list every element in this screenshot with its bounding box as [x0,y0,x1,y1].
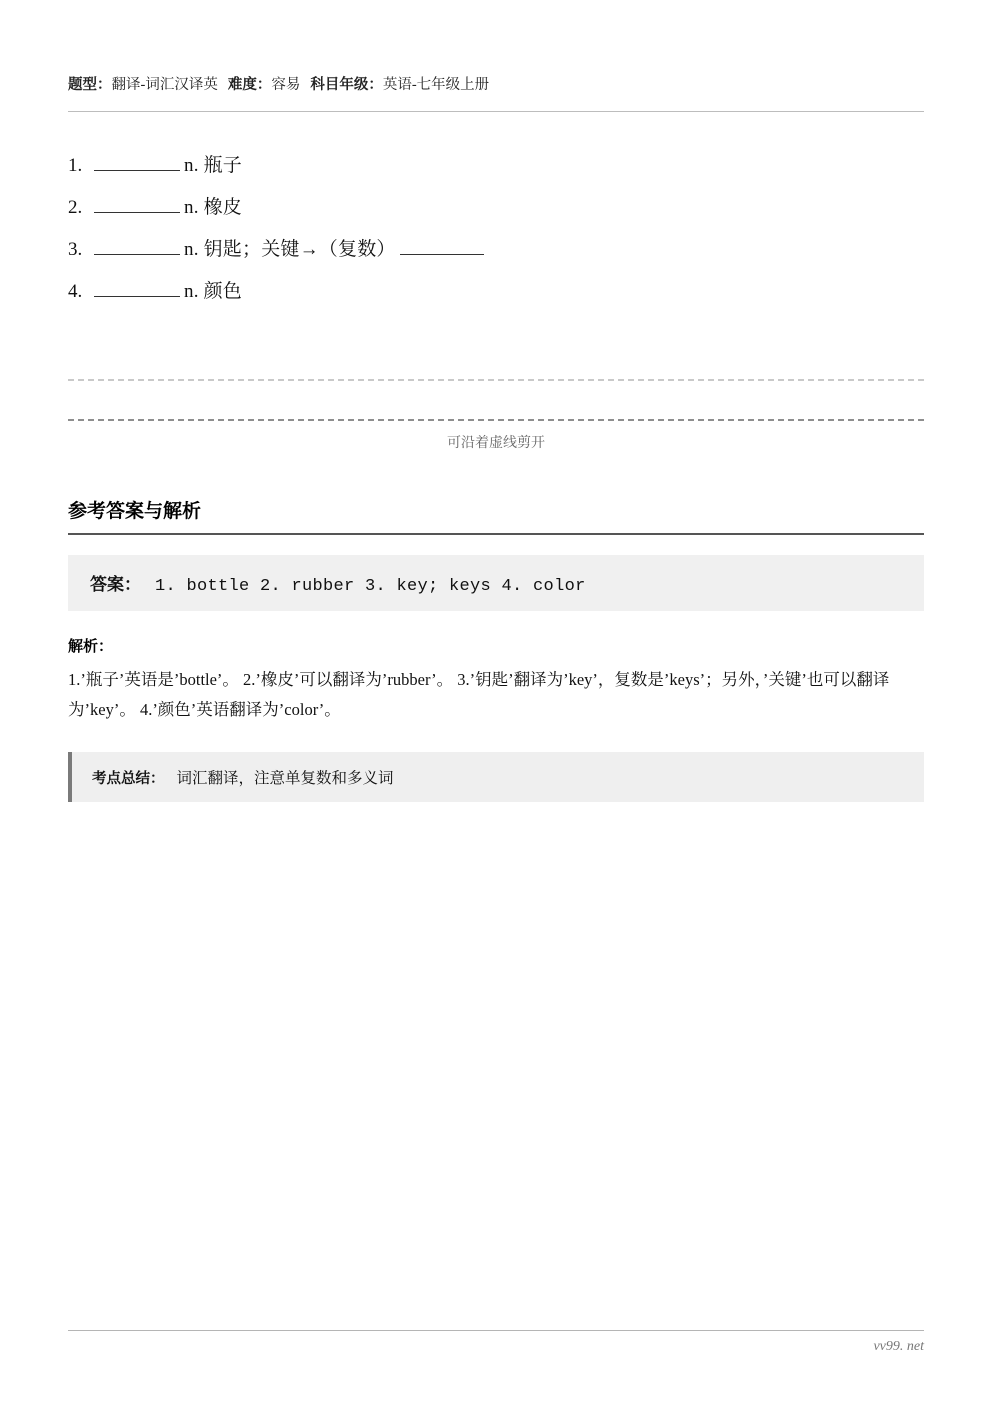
question-item [68,156,924,175]
answer-text: 1. bottle 2. rubber 3. key; keys 4. color [155,576,586,596]
site-watermark: vv99. net [873,1339,924,1354]
question-text: n. 橡皮 [184,196,243,218]
cut-instruction: 可沿着虚线剪开 [447,433,545,450]
dashed-line-top [68,379,924,381]
question-type-value: 翻译-词汇汉译英 [111,77,218,93]
dashed-line-bottom [68,419,924,421]
question-item [68,198,924,217]
question-text: n. 颜色 [184,280,243,302]
page-footer [68,1330,924,1355]
summary-label: 考点总结： [92,770,165,787]
cut-section [68,379,924,452]
question-number: 1. [68,154,83,176]
header-divider [68,111,924,112]
answer-blank[interactable] [94,157,180,171]
answer-blank[interactable] [94,241,180,255]
difficulty-value: 容易 [271,77,301,93]
question-text: n. 瓶子 [184,154,243,176]
answer-blank[interactable] [94,199,180,213]
answer-section-title: 参考答案与解析 [68,500,202,522]
analysis-text: 1.’瓶子’英语是’bottle’。 2.’橡皮’可以翻译为’rubber’。 3.’钥匙’翻译为’key’，复数是’keys’；另外，’关键’也可以翻译为’key’。 4.’颜色’英语翻译为’color’。 [68,669,890,720]
question-item [68,240,924,259]
summary-box [68,752,924,802]
question-item [68,282,924,301]
subject-grade-label: 科目年级： [310,77,383,93]
answer-box [68,555,924,611]
answer-label: 答案： [90,574,141,594]
question-number: 2. [68,196,83,218]
subject-grade-value: 英语-七年级上册 [382,77,490,93]
difficulty-label: 难度： [227,77,272,93]
answer-title-divider [68,533,924,535]
question-number: 4. [68,280,83,302]
meta-header [68,0,924,97]
question-text: n. 钥匙；关键→（复数） [184,238,396,260]
question-number: 3. [68,238,83,260]
analysis-label: 解析： [68,637,114,655]
answer-blank[interactable] [94,283,180,297]
answer-blank-plural[interactable] [400,241,484,255]
footer-divider [68,1330,924,1331]
question-type-label: 题型： [68,77,112,93]
summary-text: 词汇翻译，注意单复数和多义词 [176,769,394,787]
question-list [68,156,924,301]
